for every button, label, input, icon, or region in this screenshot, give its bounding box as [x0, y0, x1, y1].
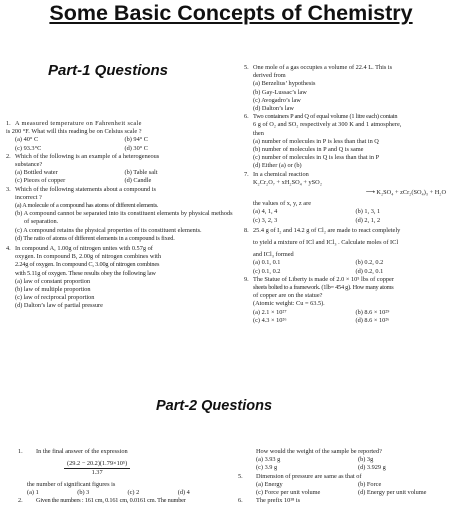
option-c[interactable]: (c) 3, 2, 3 [253, 216, 278, 224]
option-d[interactable]: (d) Dalton’s law of partial pressure [15, 302, 103, 310]
p2-question-1: 1. In the final answer of the expression $\frac{\text{(29.2 − 20.2)(1.79×10⁵)}}{1.37}$ the number of significant figures is (a) 1 (b) 3 (c) 2 (d) 4 [18, 448, 228, 497]
option-a[interactable]: (a) law of constant proportion [15, 277, 91, 285]
option-c[interactable]: (c) 2 [127, 488, 140, 496]
option-a[interactable]: (a) 0.1, 0.1 [253, 259, 281, 267]
p2-question-5: 5. Dimension of pressure are same as that of (a) Energy (b) Force (c) Force per unit volume (d) Energy per unit volume [238, 473, 460, 498]
option-a[interactable]: (a) Bottled water [15, 169, 58, 177]
option-d[interactable]: (d) Energy per unit volume [358, 489, 427, 497]
option-d[interactable]: (d) Candle [124, 177, 152, 185]
question-9: 9. The Statue of Liberty is made of 2.0 × 10⁵ lbs of copper sheets bolted to a framework. (1lb= 454 g). How many atoms of copper are on the statue? (Atomic weight: Cu = 63.5). (a) 2.1 × 10²⁷ (b) 8.6 × 10²⁹ (c) 4.3 × 10²⁶ (d) 8.6 × 10²⁶ [244, 276, 458, 325]
option-c[interactable]: (c) Force per unit volume [256, 489, 321, 497]
question-6: 6. Two containers P and Q of equal volume (1 litre each) contain 6 g of O₂ and SO₂ respectively at 300 K and 1 atmosphere, then (a) number of molecules in P is less than that in Q (b) number of molecules in P and Q is same (c) number of molecules in Q is less than that in P (d) Either (a) or (b) [244, 113, 458, 170]
option-a[interactable]: (a) 4, 1, 4 [253, 208, 278, 216]
option-b[interactable]: (b) 3g [358, 456, 374, 464]
option-a[interactable]: (a) Berzelius’ hypothesis [253, 80, 316, 88]
option-b[interactable]: (b) Force [358, 480, 382, 488]
option-d[interactable]: (d) The ratio of atoms of different elements in a compound is fixed. [15, 234, 175, 242]
question-8: 8. 25.4 g of I₂ and 14.2 g of Cl₂ are made to react completely to yield a mixture of ICl and ICl₃ . Calculate moles of ICl and ICl₃ formed (a) 0.1, 0.1 (b) 0.2, 0.2 (c) 0.1, 0.2 (d) 0.2, 0.1 [244, 227, 458, 276]
option-b[interactable]: (b) 8.6 × 10²⁹ [355, 308, 390, 316]
expression-numerator: (29.2 − 20.2)(1.79×10⁵) [64, 460, 130, 469]
option-d[interactable]: (d) 3.929 g [358, 464, 386, 472]
option-a[interactable]: (a) number of molecules in P is less than that in Q [253, 137, 379, 145]
p2-question-2: 2. Given the numbers : 161 cm, 0.161 cm, 0.0161 cm. The number [18, 497, 186, 505]
option-a[interactable]: (a) Energy [256, 480, 283, 488]
option-b[interactable]: (b) 1, 3, 1 [355, 208, 381, 216]
option-b[interactable]: (b) 0.2, 0.2 [355, 259, 384, 267]
p2-question-4-cont: How would the weight of the sample be reported? (a) 3.93 g (b) 3g (c) 3.9 g (d) 3.929 g [238, 448, 460, 473]
option-c[interactable]: (c) 4.3 × 10²⁶ [253, 316, 287, 324]
page-title: Some Basic Concepts of Chemistry [49, 1, 413, 25]
option-d[interactable]: (d) Either (a) or (b) [253, 162, 302, 170]
left-column-part2 [18, 448, 228, 505]
option-b[interactable]: (b) 3 [77, 488, 90, 496]
question-2: 2. Which of the following is an example of a heterogeneous substance? (a) Bottled water (b) Table salt (c) Pieces of copper (d) Candle [6, 153, 234, 186]
question-3: 3. Which of the following statements about a compound is incorrect ? (a) A molecule of a compound has atoms of different elements. (b) A compound cannot be separated into its constituent elements by physical methods of separation. (c) A compound retains the physical properties of its constituent elements. (d) The ratio of atoms of different elements in a compound is fixed. [6, 185, 233, 242]
part-2-heading: Part-2 Questions [156, 398, 273, 414]
question-7: 7. In a chemical reaction K₂Cr₂O₇ + xH₂SO₄ + ySO₂ ⟶ K₂SO₄ + zCr₂(SO₄)₃ + H₂O the values of x, y, z are (a) 4, 1, 4 (b) 1, 3, 1 (c) 3, 2, 3 (d) 2, 1, 2 [244, 171, 458, 225]
option-a[interactable]: (a) 1 [27, 488, 39, 496]
part-1-heading: Part-1 Questions [48, 62, 169, 79]
option-b[interactable]: (b) A compound cannot be separated into its constituent elements by physical methods of separation. [15, 210, 233, 226]
right-column-part2 [238, 448, 460, 505]
option-d[interactable]: (d) 8.6 × 10²⁶ [355, 316, 390, 324]
expression [36, 460, 228, 477]
option-c[interactable]: (c) A compound retains the physical properties of its constituent elements. [15, 226, 202, 234]
option-c[interactable]: (c) 93.3°C [15, 144, 42, 152]
reaction-products: ⟶ K₂SO₄ + zCr₂(SO₄)₃ + H₂O [365, 189, 446, 197]
option-d[interactable]: (d) 4 [177, 488, 190, 496]
option-d[interactable]: (d) Dalton’s law [253, 105, 294, 113]
option-a[interactable]: (a) 40° C [15, 136, 39, 144]
option-c[interactable]: (c) 3.9 g [256, 464, 278, 472]
option-a[interactable]: (a) A molecule of a compound has atoms of different elements. [15, 202, 159, 210]
option-a[interactable]: (a) 2.1 × 10²⁷ [253, 308, 287, 316]
option-c[interactable]: (c) 0.1, 0.2 [253, 267, 281, 275]
option-c[interactable]: (c) Avogadro’s law [253, 96, 301, 104]
option-d[interactable]: (d) 2, 1, 2 [355, 216, 381, 224]
right-column-part1 [244, 64, 458, 325]
option-c[interactable]: (c) law of reciprocal proportion [15, 294, 95, 302]
option-b[interactable]: (b) number of molecules in P and Q is same [253, 146, 364, 154]
option-d[interactable]: (d) 30° C [124, 144, 149, 152]
p2-question-6: 6. The prefix 10¹⁸ is [238, 497, 301, 505]
question-1: 1. A measured temperature on Fahrenheit scale is 200 °F. What will this reading be on Celsius scale ? (a) 40° C (b) 94° C (c) 93.3°C (d) 30° C [6, 120, 234, 153]
option-b[interactable]: (b) law of multiple proportion [15, 286, 91, 294]
question-5: 5. One mole of a gas occupies a volume of 22.4 L. This is derived from (a) Berzelius’ hypothesis (b) Gay-Lussac’s law (c) Avogadro’s law (d) Dalton’s law [244, 64, 458, 113]
option-c[interactable]: (c) number of molecules in Q is less than that in P [253, 154, 380, 162]
option-b[interactable]: (b) 94° C [124, 136, 149, 144]
reaction-reactants: K₂Cr₂O₇ + xH₂SO₄ + ySO₂ [253, 178, 322, 186]
option-c[interactable]: (c) Pieces of copper [15, 177, 66, 185]
question-4: 4. In compound A, 1.00g of nitrogen unites with 0.57g of oxygen. In compound B, 2.00g of nitrogen combines with 2.24g of oxygen. In compound C, 3.00g of nitrogen combines with 5.11g of oxygen. These results obey the following law (a) law of constant proportion (b) law of multiple proportion (c) law of reciprocal proportion (d) Dalton’s law of partial pressure [6, 245, 234, 311]
expression-denominator: 1.37 [91, 469, 103, 477]
option-d[interactable]: (d) 0.2, 0.1 [355, 267, 384, 275]
option-b[interactable]: (b) Gay-Lussac’s law [253, 88, 307, 96]
left-column-part1 [6, 120, 234, 311]
option-b[interactable]: (b) Table salt [124, 169, 158, 177]
option-a[interactable]: (a) 3.93 g [256, 456, 281, 464]
